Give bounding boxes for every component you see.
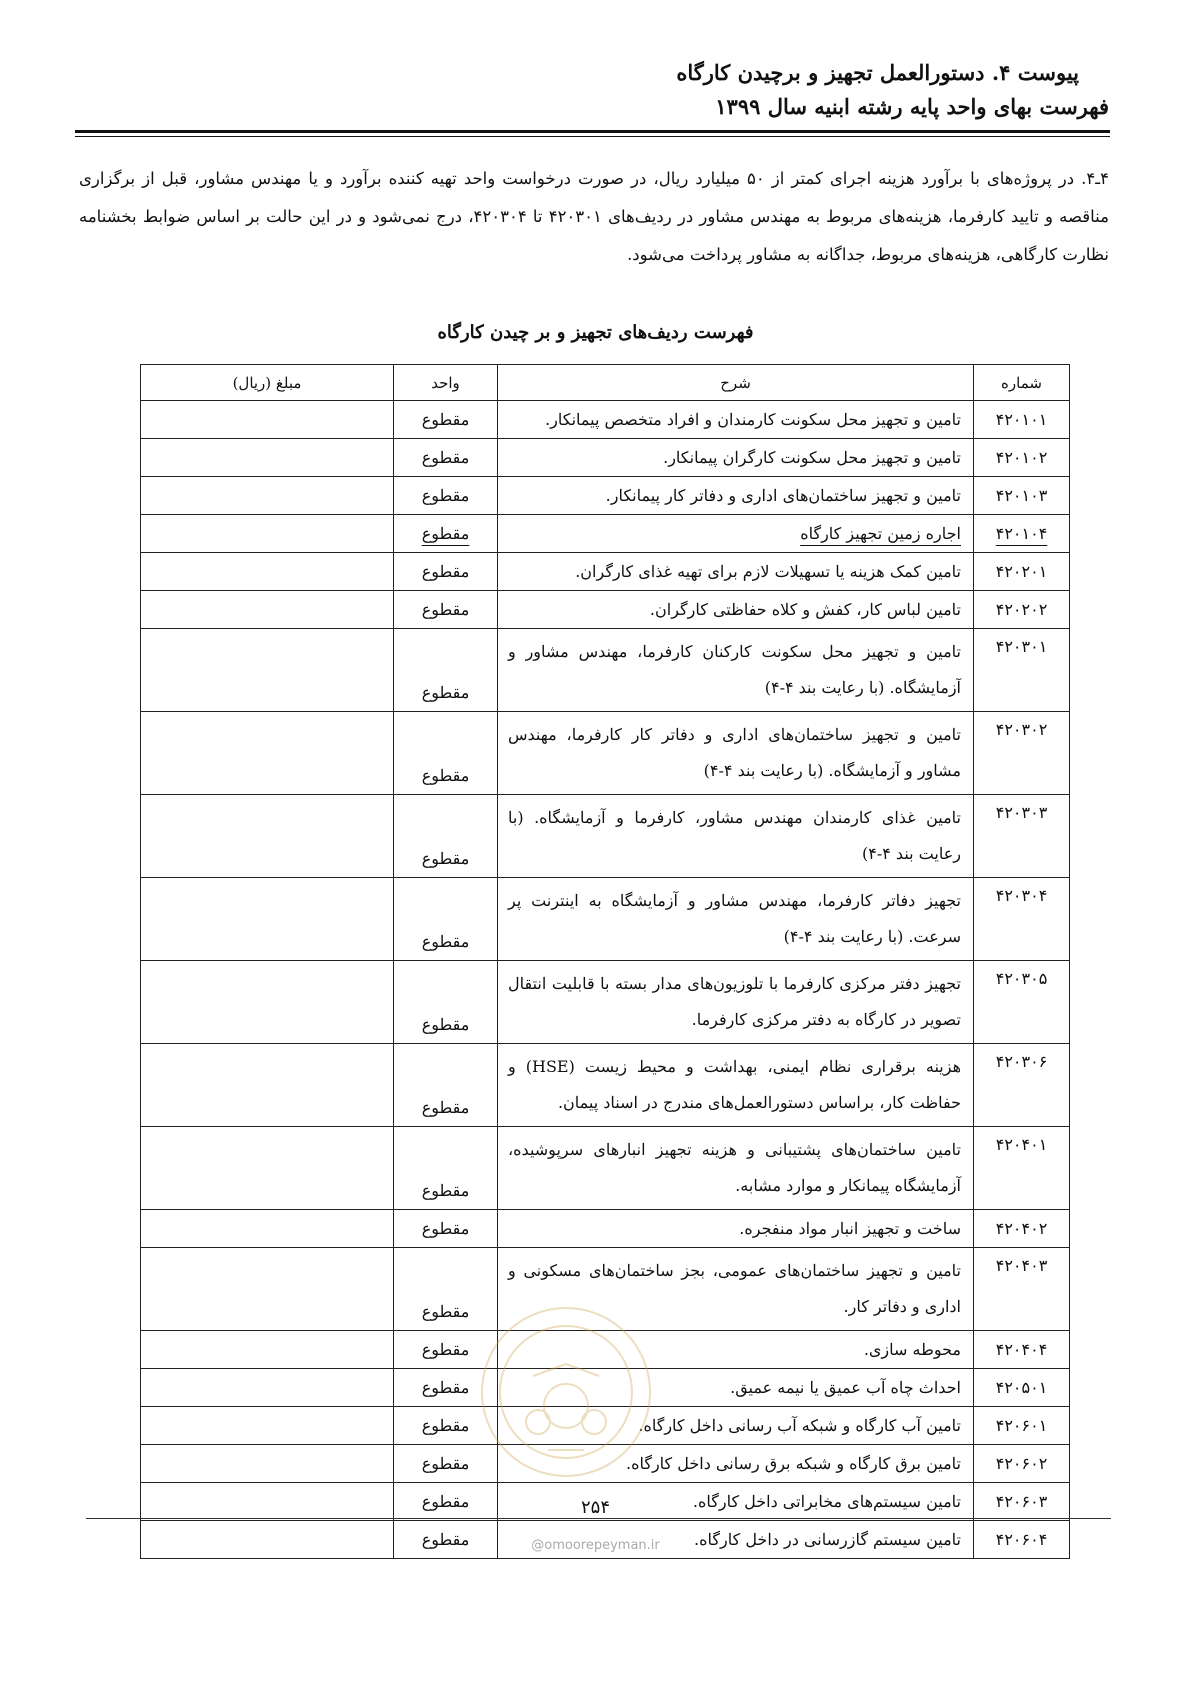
row-unit: مقطوع xyxy=(394,515,498,553)
row-unit: مقطوع xyxy=(394,1210,498,1248)
row-desc: هزینه برقراری نظام ایمنی، بهداشت و محیط زیست (HSE) و حفاظت کار، براساس دستورالعمل‌های مندرج در اسناد پیمان. xyxy=(498,1044,974,1127)
row-amount xyxy=(141,515,394,553)
header-desc: شرح xyxy=(498,365,974,401)
row-code: ۴۲۰۴۰۱ xyxy=(974,1127,1070,1210)
header-amount: مبلغ (ریال) xyxy=(141,365,394,401)
row-unit: مقطوع xyxy=(394,1248,498,1331)
row-desc: تامین سیستم گازرسانی در داخل کارگاه. xyxy=(498,1521,974,1559)
row-amount xyxy=(141,1044,394,1127)
table-row xyxy=(141,712,1070,795)
row-code: ۴۲۰۶۰۳ xyxy=(974,1483,1070,1521)
row-code: ۴۲۰۲۰۱ xyxy=(974,553,1070,591)
row-desc: تامین و تجهیز ساختمان‌های اداری و دفاتر کار کارفرما، مهندس مشاور و آزمایشگاه. (با رعایت بند ۴-۴) xyxy=(498,712,974,795)
row-code: ۴۲۰۵۰۱ xyxy=(974,1369,1070,1407)
table-row xyxy=(141,591,1070,629)
table-row xyxy=(141,629,1070,712)
row-unit: مقطوع xyxy=(394,1331,498,1369)
row-unit: مقطوع xyxy=(394,795,498,878)
row-code: ۴۲۰۴۰۳ xyxy=(974,1248,1070,1331)
row-amount xyxy=(141,553,394,591)
watermark-seal-icon xyxy=(478,1304,654,1480)
page-header xyxy=(82,56,1109,124)
table-row xyxy=(141,401,1070,439)
row-unit: مقطوع xyxy=(394,1407,498,1445)
row-desc: محوطه سازی. xyxy=(498,1331,974,1369)
row-unit: مقطوع xyxy=(394,1521,498,1559)
row-amount xyxy=(141,591,394,629)
row-unit: مقطوع xyxy=(394,961,498,1044)
row-amount xyxy=(141,1445,394,1483)
footer-website: @omoorepeyman.ir xyxy=(531,1538,660,1553)
header-subtitle: فهرست بهای واحد پایه رشته ابنیه سال ۱۳۹۹ xyxy=(715,94,1109,119)
row-desc: تامین کمک هزینه یا تسهیلات لازم برای تهیه غذای کارگران. xyxy=(498,553,974,591)
row-unit: مقطوع xyxy=(394,1369,498,1407)
row-desc: تجهیز دفتر مرکزی کارفرما با تلوزیون‌های مدار بسته با قابلیت انتقال تصویر در کارگاه به دفتر مرکزی کارفرما. xyxy=(498,961,974,1044)
row-unit: مقطوع xyxy=(394,629,498,712)
row-amount xyxy=(141,439,394,477)
header-rule-thin xyxy=(75,136,1110,137)
row-code: ۴۲۰۱۰۴ xyxy=(974,515,1070,553)
row-amount xyxy=(141,1407,394,1445)
row-code: ۴۲۰۳۰۶ xyxy=(974,1044,1070,1127)
row-unit: مقطوع xyxy=(394,1445,498,1483)
table-row xyxy=(141,1127,1070,1210)
note-paragraph: ۴ـ۴. در پروژه‌های با برآورد هزینه اجرای کمتر از ۵۰ میلیارد ریال، در صورت درخواست واحد تهیه کننده برآورد و یا مهندس مشاور، قبل از برگزاری مناقصه و تایید کارفرما، هزینه‌های مربوط به مهندس مشاور در ردیف‌های ۴۲۰۳۰۱ تا ۴۲۰۳۰۴، درج نمی‌شود و در این حالت بر اساس ضوابط بخشنامه نظارت کارگاهی، هزینه‌های مربوط، جداگانه به مشاور پرداخت می‌شود. xyxy=(79,169,1109,264)
row-code: ۴۲۰۲۰۲ xyxy=(974,591,1070,629)
row-unit: مقطوع xyxy=(394,1483,498,1521)
row-amount xyxy=(141,477,394,515)
row-desc: تامین برق کارگاه و شبکه برق رسانی داخل کارگاه. xyxy=(498,1445,974,1483)
row-amount xyxy=(141,878,394,961)
row-amount xyxy=(141,1369,394,1407)
row-amount xyxy=(141,961,394,1044)
header-code: شماره xyxy=(974,365,1070,401)
row-unit: مقطوع xyxy=(394,591,498,629)
row-desc: ساخت و تجهیز انبار مواد منفجره. xyxy=(498,1210,974,1248)
table-row xyxy=(141,1210,1070,1248)
row-unit: مقطوع xyxy=(394,712,498,795)
table-title: فهرست ردیف‌های تجهیز و بر چیدن کارگاه xyxy=(437,322,754,343)
row-unit: مقطوع xyxy=(394,477,498,515)
row-amount xyxy=(141,712,394,795)
row-code: ۴۲۰۳۰۲ xyxy=(974,712,1070,795)
row-unit: مقطوع xyxy=(394,1127,498,1210)
row-code: ۴۲۰۱۰۳ xyxy=(974,477,1070,515)
row-amount xyxy=(141,1127,394,1210)
row-code: ۴۲۰۱۰۲ xyxy=(974,439,1070,477)
row-code: ۴۲۰۶۰۱ xyxy=(974,1407,1070,1445)
row-code: ۴۲۰۳۰۴ xyxy=(974,878,1070,961)
row-desc: تامین سیستم‌های مخابراتی داخل کارگاه. xyxy=(498,1483,974,1521)
row-desc: تامین و تجهیز محل سکونت کارگران پیمانکار. xyxy=(498,439,974,477)
table-row xyxy=(141,1044,1070,1127)
row-amount xyxy=(141,1331,394,1369)
footer-rule xyxy=(86,1518,1111,1519)
table-row xyxy=(141,553,1070,591)
table-row xyxy=(141,515,1070,553)
row-unit: مقطوع xyxy=(394,439,498,477)
row-code: ۴۲۰۴۰۴ xyxy=(974,1331,1070,1369)
table-row xyxy=(141,477,1070,515)
row-code: ۴۲۰۳۰۵ xyxy=(974,961,1070,1044)
row-unit: مقطوع xyxy=(394,401,498,439)
row-desc: تامین آب کارگاه و شبکه آب رسانی داخل کارگاه. xyxy=(498,1407,974,1445)
row-desc: تامین ساختمان‌های پشتیبانی و هزینه تجهیز انبارهای سرپوشیده، آزمایشگاه پیمانکار و موارد مشابه. xyxy=(498,1127,974,1210)
row-desc: تجهیز دفاتر کارفرما، مهندس مشاور و آزمایشگاه به اینترنت پر سرعت. (با رعایت بند ۴-۴) xyxy=(498,878,974,961)
row-code: ۴۲۰۳۰۳ xyxy=(974,795,1070,878)
row-amount xyxy=(141,401,394,439)
row-unit: مقطوع xyxy=(394,1044,498,1127)
row-unit: مقطوع xyxy=(394,878,498,961)
row-code: ۴۲۰۱۰۱ xyxy=(974,401,1070,439)
row-code: ۴۲۰۶۰۲ xyxy=(974,1445,1070,1483)
row-desc: تامین غذای کارمندان مهندس مشاور، کارفرما و آزمایشگاه. (با رعایت بند ۴-۴) xyxy=(498,795,974,878)
table-header-row xyxy=(141,365,1070,401)
header-rule-thick xyxy=(75,130,1110,133)
row-desc: تامین و تجهیز ساختمان‌های اداری و دفاتر کار پیمانکار. xyxy=(498,477,974,515)
page-number: ۲۵۴ xyxy=(580,1497,610,1518)
row-desc: تامین و تجهیز محل سکونت کارمندان و افراد متخصص پیمانکار. xyxy=(498,401,974,439)
row-desc: تامین و تجهیز محل سکونت کارکنان کارفرما، مهندس مشاور و آزمایشگاه. (با رعایت بند ۴-۴) xyxy=(498,629,974,712)
table-row xyxy=(141,439,1070,477)
row-amount xyxy=(141,1210,394,1248)
header-title: پیوست ۴. دستورالعمل تجهیز و برچیدن کارگاه xyxy=(676,60,1079,85)
header-unit: واحد xyxy=(394,365,498,401)
row-desc: احداث چاه آب عمیق یا نیمه عمیق. xyxy=(498,1369,974,1407)
row-amount xyxy=(141,1248,394,1331)
row-code: ۴۲۰۳۰۱ xyxy=(974,629,1070,712)
row-amount xyxy=(141,629,394,712)
row-desc: تامین لباس کار، کفش و کلاه حفاظتی کارگران. xyxy=(498,591,974,629)
table-row xyxy=(141,961,1070,1044)
row-desc xyxy=(498,515,974,553)
row-desc: تامین و تجهیز ساختمان‌های عمومی، بجز ساختمان‌های مسکونی و اداری و دفاتر کار. xyxy=(498,1248,974,1331)
row-desc-text: اجاره زمین تجهیز کارگاه xyxy=(800,523,961,543)
table-row xyxy=(141,795,1070,878)
row-unit: مقطوع xyxy=(394,553,498,591)
row-code: ۴۲۰۴۰۲ xyxy=(974,1210,1070,1248)
table-row xyxy=(141,878,1070,961)
row-amount xyxy=(141,795,394,878)
row-code: ۴۲۰۶۰۴ xyxy=(974,1521,1070,1559)
